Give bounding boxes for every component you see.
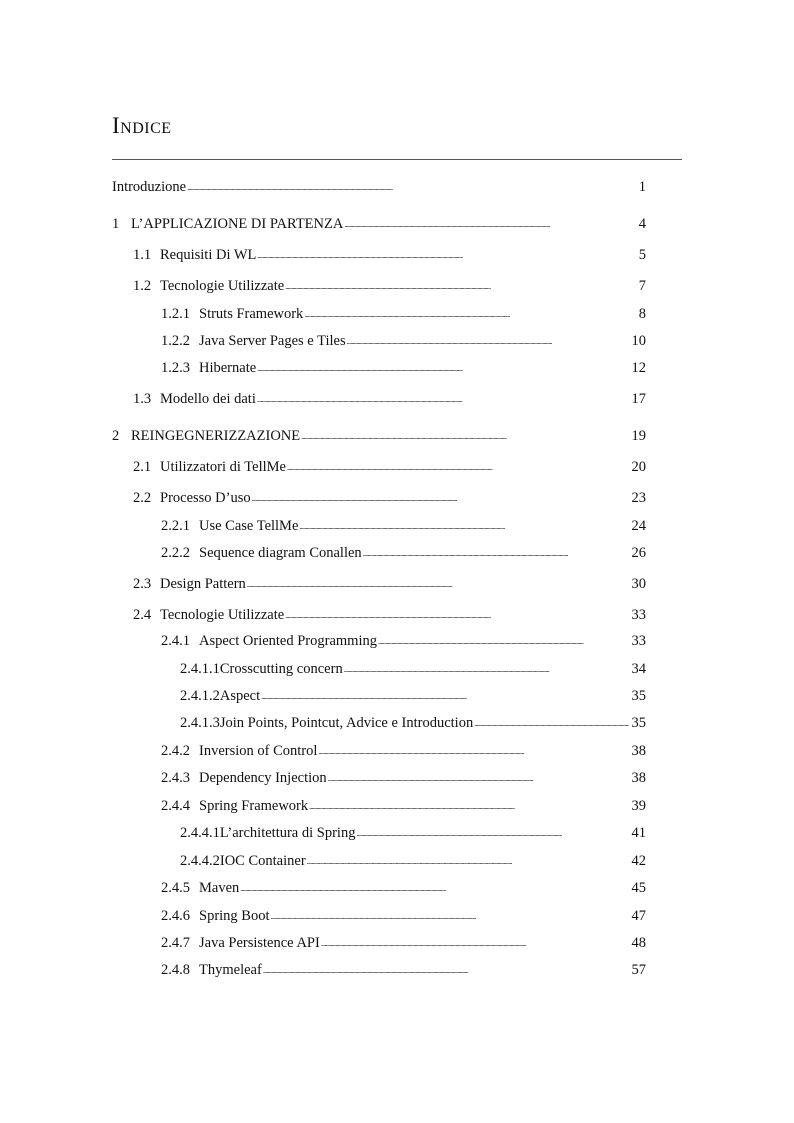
- toc-entry-number: 2.4.4.2: [180, 853, 220, 869]
- toc-entry[interactable]: [133, 458, 646, 478]
- toc-entry-number: 1.2: [133, 278, 152, 294]
- toc-entry-title: IOC Container: [219, 853, 306, 869]
- toc-entry-title: Tecnologie Utilizzate: [160, 607, 285, 623]
- toc-entry-number: 1.1: [133, 247, 152, 263]
- toc-entry[interactable]: [161, 332, 646, 352]
- dot-leader: [187, 177, 637, 197]
- toc-entry-number: 2.4.4.1: [180, 825, 220, 841]
- toc-entry[interactable]: [161, 934, 646, 954]
- dot-leader: [299, 516, 629, 536]
- toc-entry-title: Introduzione: [112, 179, 187, 195]
- toc-entry-title: Dependency Injection: [199, 770, 327, 786]
- toc-entry[interactable]: [133, 390, 646, 410]
- toc-entry-page: 19: [631, 428, 646, 444]
- toc-entry-title: Thymeleaf: [199, 962, 262, 978]
- toc-entry[interactable]: [133, 606, 646, 626]
- toc-entry-page: 42: [631, 853, 646, 869]
- toc-entry[interactable]: [133, 575, 646, 595]
- toc-entry-page: 41: [631, 825, 646, 841]
- toc-entry-title: Utilizzatori di TellMe: [160, 459, 286, 475]
- dot-leader: [261, 686, 629, 706]
- toc-entry-page: 38: [631, 770, 646, 786]
- toc-entry-number: 2.4.8: [161, 962, 190, 978]
- toc-entry-number: 1.2.1: [161, 306, 190, 322]
- toc-entry-page: 57: [631, 962, 646, 978]
- toc-entry[interactable]: [180, 660, 646, 680]
- dot-leader: [257, 358, 629, 378]
- toc-entry-title: Spring Framework: [199, 798, 309, 814]
- toc-entry-number: 2.4.4: [161, 798, 190, 814]
- title-rule: [112, 159, 682, 160]
- toc-entry[interactable]: [161, 544, 646, 564]
- toc-entry-title: Aspect: [219, 688, 261, 704]
- toc-entry-title: Join Points, Pointcut, Advice e Introduction: [219, 715, 474, 731]
- toc-entry[interactable]: [161, 907, 646, 927]
- toc-entry-title: Java Persistence API: [199, 935, 320, 951]
- dot-leader: [309, 796, 629, 816]
- toc-entry-number: 2.3: [133, 576, 152, 592]
- toc-entry-number: 1.3: [133, 391, 152, 407]
- toc-entry-page: 8: [638, 306, 646, 322]
- toc-entry-number: 1.2.3: [161, 360, 190, 376]
- dot-leader: [347, 331, 629, 351]
- toc-entry-page: 48: [631, 935, 646, 951]
- toc-entry-title: Aspect Oriented Programming: [199, 633, 377, 649]
- toc-entry-title: Tecnologie Utilizzate: [160, 278, 285, 294]
- toc-entry-title: REINGEGNERIZZAZIONE: [131, 428, 301, 444]
- toc-entry-page: 45: [631, 880, 646, 896]
- toc-entry-page: 38: [631, 743, 646, 759]
- toc-entry[interactable]: [161, 359, 646, 379]
- toc-entry[interactable]: [180, 714, 646, 734]
- dot-leader: [285, 605, 629, 625]
- toc-entry-page: 7: [638, 278, 646, 294]
- toc-entry[interactable]: [161, 797, 646, 817]
- toc-entry-page: 47: [631, 908, 646, 924]
- toc-entry-page: 33: [631, 607, 646, 623]
- toc-entry-page: 33: [631, 633, 646, 649]
- toc-entry[interactable]: [161, 632, 646, 652]
- toc-entry-title: Hibernate: [199, 360, 257, 376]
- toc-entry-number: 2.1: [133, 459, 152, 475]
- toc-entry-page: 24: [631, 518, 646, 534]
- toc-entry-page: 20: [631, 459, 646, 475]
- toc-entry-title: Modello dei dati: [160, 391, 256, 407]
- toc-entry-page: 1: [638, 179, 646, 195]
- toc-entry-page: 34: [631, 661, 646, 677]
- dot-leader: [328, 768, 629, 788]
- toc-entry[interactable]: [112, 215, 646, 235]
- toc-entry-page: 5: [638, 247, 646, 263]
- dot-leader: [247, 574, 629, 594]
- toc-entry-number: 2.4.2: [161, 743, 190, 759]
- toc-entry-page: 39: [631, 798, 646, 814]
- dot-leader: [344, 214, 637, 234]
- toc-entry-page: 10: [631, 333, 646, 349]
- toc-entry-number: 1: [112, 216, 120, 232]
- dot-leader: [285, 276, 637, 296]
- toc-entry[interactable]: [180, 824, 646, 844]
- toc-entry[interactable]: [161, 879, 646, 899]
- toc-entry[interactable]: [112, 427, 646, 447]
- toc-entry[interactable]: [161, 517, 646, 537]
- toc-entry-page: 30: [631, 576, 646, 592]
- toc-entry-page: 35: [631, 688, 646, 704]
- toc-entry-title: Struts Framework: [199, 306, 304, 322]
- toc-entry-page: 17: [631, 391, 646, 407]
- toc-entry[interactable]: [161, 961, 646, 981]
- toc-entry[interactable]: [112, 178, 646, 198]
- toc-entry-number: 2.4.1.2: [180, 688, 220, 704]
- toc-entry-number: 2: [112, 428, 120, 444]
- toc-entry-title: Sequence diagram Conallen: [199, 545, 362, 561]
- toc-entry-title: Design Pattern: [160, 576, 246, 592]
- toc-entry-number: 2.4.6: [161, 908, 190, 924]
- dot-leader: [257, 245, 637, 265]
- toc-entry-number: 2.2: [133, 490, 152, 506]
- toc-entry[interactable]: [180, 852, 646, 872]
- dot-leader: [287, 457, 629, 477]
- toc-entry-page: 12: [631, 360, 646, 376]
- toc-entry-number: 2.2.2: [161, 545, 190, 561]
- dot-leader: [252, 488, 629, 508]
- toc-entry-title: Requisiti Di WL: [160, 247, 257, 263]
- toc-entry-title: Maven: [199, 880, 240, 896]
- toc-entry-number: 2.4.3: [161, 770, 190, 786]
- toc-entry-title: L’architettura di Spring: [219, 825, 356, 841]
- dot-leader: [378, 631, 629, 651]
- toc-entry[interactable]: [161, 769, 646, 789]
- toc-entry[interactable]: [161, 742, 646, 762]
- toc-entry-title: Crosscutting concern: [219, 661, 343, 677]
- toc-entry-page: 4: [638, 216, 646, 232]
- dot-leader: [240, 878, 629, 898]
- dot-leader: [318, 741, 629, 761]
- toc-entry[interactable]: [133, 277, 646, 297]
- toc-entry-number: 2.4: [133, 607, 152, 623]
- toc-entry-title: Inversion of Control: [199, 743, 318, 759]
- toc-entry[interactable]: [133, 489, 646, 509]
- dot-leader: [304, 304, 637, 324]
- dot-leader: [307, 851, 629, 871]
- toc-entry[interactable]: [133, 246, 646, 266]
- dot-leader: [356, 823, 629, 843]
- dot-leader: [321, 933, 629, 953]
- dot-leader: [263, 960, 629, 980]
- toc-entry-title: Java Server Pages e Tiles: [199, 333, 346, 349]
- toc-entry-title: Spring Boot: [199, 908, 270, 924]
- toc-entry-page: 35: [631, 715, 646, 731]
- toc-entry-number: 2.4.1: [161, 633, 190, 649]
- toc-entry[interactable]: [180, 687, 646, 707]
- toc-entry-title: Use Case TellMe: [199, 518, 299, 534]
- toc-entry-number: 2.4.1.3: [180, 715, 220, 731]
- dot-leader: [301, 426, 629, 446]
- toc-entry-title: L’APPLICAZIONE DI PARTENZA: [131, 216, 344, 232]
- toc-entry-number: 2.4.7: [161, 935, 190, 951]
- toc-entry[interactable]: [161, 305, 646, 325]
- toc-entry-page: 23: [631, 490, 646, 506]
- dot-leader: [363, 543, 629, 563]
- dot-leader: [257, 389, 629, 409]
- toc-entry-number: 2.4.1.1: [180, 661, 220, 677]
- dot-leader: [474, 713, 629, 733]
- page-title: Indice: [112, 113, 172, 138]
- dot-leader: [271, 906, 630, 926]
- dot-leader: [344, 659, 629, 679]
- toc-entry-number: 2.2.1: [161, 518, 190, 534]
- toc-entry-number: 1.2.2: [161, 333, 190, 349]
- toc-entry-title: Processo D’uso: [160, 490, 251, 506]
- toc-entry-number: 2.4.5: [161, 880, 190, 896]
- toc-entry-page: 26: [631, 545, 646, 561]
